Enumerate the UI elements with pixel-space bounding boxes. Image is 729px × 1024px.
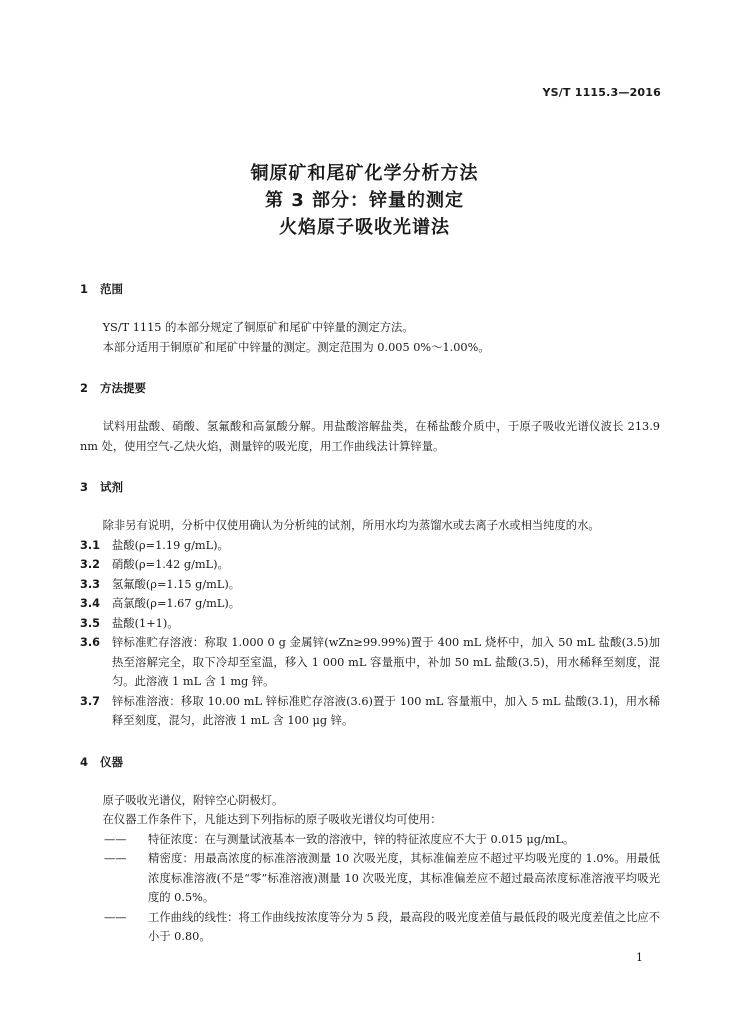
dash-item [104, 830, 660, 850]
section-4 [80, 753, 660, 947]
dash-symbol: —— [104, 910, 127, 924]
section-heading [80, 379, 660, 397]
dash-item [104, 908, 660, 947]
title-line-2: 第 3 部分：锌量的测定 [264, 190, 465, 211]
dash-text: 工作曲线的线性：将工作曲线按浓度等分为 5 段，最高段的吸光度差值与最低段的吸光度差值之比应不小于 0.80。 [148, 910, 660, 943]
title-line-3: 火焰原子吸收光谱法 [279, 217, 450, 238]
document-title [0, 160, 729, 241]
section-title: 试剂 [100, 480, 123, 494]
reagent-item [80, 575, 660, 595]
paragraph: 在仪器工作条件下，凡能达到下列指标的原子吸收光谱仪均可使用： [102, 813, 442, 826]
item-number: 3.3 [80, 577, 101, 591]
section-heading [80, 478, 660, 496]
reagent-item [80, 633, 660, 692]
section-3 [80, 478, 660, 731]
paragraph: 试料用盐酸、硝酸、氢氟酸和高氯酸分解。用盐酸溶解盐类，在稀盐酸介质中，于原子吸收光谱仪波长 213.9 nm 处，使用空气-乙炔火焰，测量锌的吸光度，用工作曲线法计算锌量。 [80, 420, 660, 453]
item-text: 氢氟酸(ρ=1.15 g/mL)。 [112, 577, 241, 591]
dash-text: 精密度：用最高浓度的标准溶液测量 10 次吸光度，其标准偏差应不超过平均吸光度的 1.0%。用最低浓度标准溶液(不是“零”标准溶液)测量 10 次吸光度，其标准偏差应不超过最高浓度标准溶液平均吸光度的 0.5%。 [148, 852, 660, 904]
paragraph: 本部分适用于铜原矿和尾矿中锌量的测定。测定范围为 0.005 0%～1.00%。 [102, 340, 490, 354]
item-text: 盐酸(1+1)。 [112, 616, 179, 630]
title-line-1: 铜原矿和尾矿化学分析方法 [250, 163, 479, 184]
section-number: 3 [80, 480, 89, 494]
section-heading [80, 753, 660, 771]
reagent-item [80, 692, 660, 731]
item-number: 3.5 [80, 616, 101, 630]
page-number: 1 [636, 951, 643, 964]
section-number: 2 [80, 381, 89, 395]
section-title: 范围 [100, 282, 123, 296]
standard-number: YS/T 1115.3—2016 [542, 86, 661, 99]
paragraph: YS/T 1115 的本部分规定了铜原矿和尾矿中锌量的测定方法。 [102, 321, 414, 334]
section-title: 仪器 [100, 754, 123, 769]
item-number: 3.1 [80, 538, 101, 552]
item-text: 硝酸(ρ=1.42 g/mL)。 [112, 558, 229, 571]
dash-text: 特征浓度：在与测量试液基本一致的溶液中，锌的特征浓度应不大于 0.015 μg/mL。 [148, 832, 575, 846]
paragraph: 除非另有说明，分析中仅使用确认为分析纯的试剂，所用水均为蒸馏水或去离子水或相当纯度的水。 [102, 519, 600, 532]
dash-symbol: —— [104, 832, 127, 846]
reagent-item [80, 536, 660, 556]
item-text: 锌标准溶液：移取 10.00 mL 锌标准贮存溶液(3.6)置于 100 mL 容量瓶中，加入 5 mL 盐酸(3.1)，用水稀释至刻度，混匀，此溶液 1 mL 含 100 μg 锌。 [112, 694, 660, 727]
item-text: 盐酸(ρ=1.19 g/mL)。 [112, 538, 229, 552]
reagent-item [80, 614, 660, 634]
section-title: 方法提要 [100, 381, 146, 395]
item-number: 3.2 [80, 558, 101, 571]
item-number: 3.6 [80, 636, 101, 649]
section-number: 1 [80, 282, 89, 296]
paragraph: 原子吸收光谱仪，附锌空心阴极灯。 [102, 793, 284, 807]
item-text: 锌标准贮存溶液：称取 1.000 0 g 金属锌(wZn≥99.99%)置于 400 mL 烧杯中，加入 50 mL 盐酸(3.5)加热至溶解完全，取下冷却至室温，移入 1 000 mL 容量瓶中，补加 50 mL 盐酸(3.5)，用水稀释至刻度，混匀。此溶液 1 mL 含 1 mg 锌。 [112, 636, 660, 688]
section-number: 4 [80, 754, 89, 769]
item-number: 3.4 [80, 597, 101, 610]
reagent-item [80, 555, 660, 575]
section-heading [80, 280, 660, 298]
section-1 [80, 280, 660, 357]
dash-item [104, 849, 660, 908]
dash-symbol: —— [104, 852, 127, 865]
item-text: 高氯酸(ρ=1.67 g/mL)。 [112, 597, 241, 610]
document-body [80, 280, 660, 947]
item-number: 3.7 [80, 694, 101, 708]
reagent-item [80, 594, 660, 614]
section-2 [80, 379, 660, 456]
